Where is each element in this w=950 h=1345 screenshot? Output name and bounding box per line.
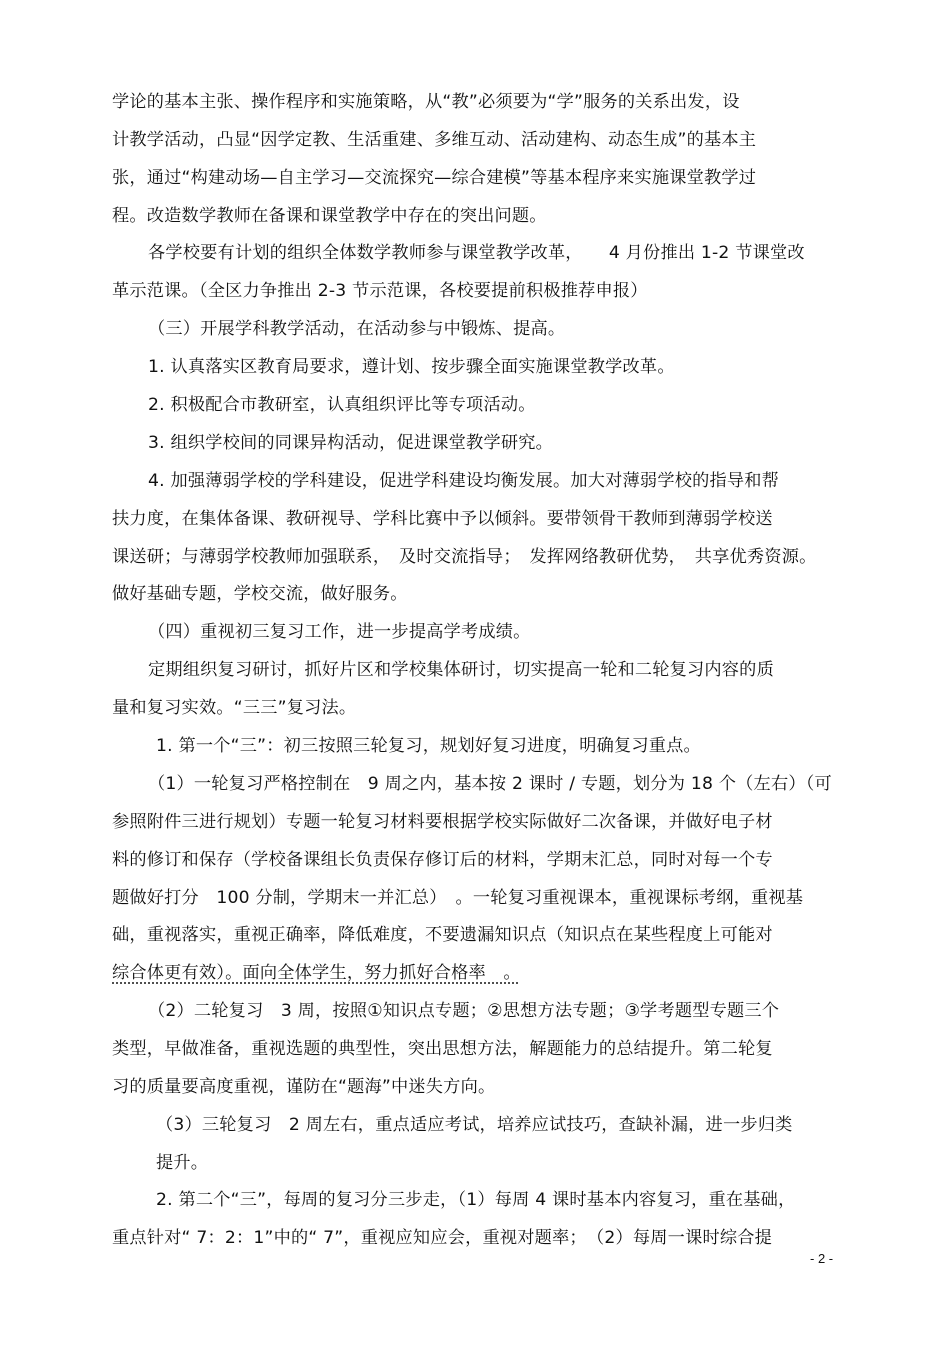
text-line: 类型，早做准备，重视选题的典型性，突出思想方法，解题能力的总结提升。第二轮复 [112, 1039, 773, 1059]
page-number: - 2 - [810, 1251, 834, 1266]
text-line: 习的质量要高度重视，谨防在“题海”中迷失方向。 [112, 1077, 496, 1097]
text-line: 各学校要有计划的组织全体数学教师参与课堂教学改革， 4 月份推出 1-2 节课堂改 [148, 243, 805, 263]
list-item: （1）一轮复习严格控制在 9 周之内，基本按 2 课时 / 专题，划分为 18 个（左右）（可 [148, 774, 832, 794]
text-line: 计教学活动，凸显“因学定教、生活重建、多维互动、活动建构、动态生成”的基本主 [112, 130, 757, 150]
text-line: 学论的基本主张、操作程序和实施策略，从“教”必须要为“学”服务的关系出发，设 [112, 92, 740, 112]
text-line: 做好基础专题，学校交流，做好服务。 [112, 584, 408, 604]
text-line: 题做好打分 100 分制，学期末一并汇总） 。一轮复习重视课本，重视课标考纲，重视基 [112, 888, 804, 908]
section-heading: （四）重视初三复习工作，进一步提高学考成绩。 [148, 622, 531, 642]
list-item: 3. 组织学校间的同课异构活动，促进课堂教学研究。 [148, 433, 553, 453]
section-heading: （三）开展学科教学活动，在活动参与中锻炼、提高。 [148, 319, 566, 339]
text-line: 重点针对“ 7：2：1”中的“ 7”，重视应知应会，重视对题率； （2）每周一课时综合提 [112, 1228, 773, 1248]
text-line: 张，通过“构建动场—自主学习—交流探究—综合建模”等基本程序来实施课堂教学过 [112, 168, 757, 188]
list-item: 2. 第二个“三”，每周的复习分三步走，（1）每周 4 课时基本内容复习，重在基础， [156, 1190, 796, 1210]
list-item: （3）三轮复习 2 周左右，重点适应考试，培养应试技巧，查缺补漏，进一步归类 [156, 1115, 793, 1135]
list-item: 1. 认真落实区教育局要求，遵计划、按步骤全面实施课堂教学改革。 [148, 357, 675, 377]
text-line: 程。改造数学教师在备课和课堂教学中存在的突出问题。 [112, 206, 547, 226]
text-line: 课送研；与薄弱学校教师加强联系， 及时交流指导； 发挥网络教研优势， 共享优秀资源。 [112, 547, 817, 567]
list-item: （2）二轮复习 3 周，按照①知识点专题；②思想方法专题；③学考题型专题三个 [148, 1001, 780, 1021]
text-line: 提升。 [156, 1153, 209, 1173]
text-line: 料的修订和保存（学校备课组长负责保存修订后的材料，学期末汇总，同时对每一个专 [112, 850, 773, 870]
text-line: 参照附件三进行规划）专题一轮复习材料要根据学校实际做好二次备课，并做好电子材 [112, 812, 773, 832]
list-item: 2. 积极配合市教研室，认真组织评比等专项活动。 [148, 395, 536, 415]
text-line: 综合体更有效）。面向全体学生，努力抓好合格率 。 [112, 963, 521, 983]
list-item: 4. 加强薄弱学校的学科建设，促进学科建设均衡发展。加大对薄弱学校的指导和帮 [148, 471, 780, 491]
text-line: 定期组织复习研讨，抓好片区和学校集体研讨，切实提高一轮和二轮复习内容的质 [148, 660, 774, 680]
text-line: 础，重视落实，重视正确率，降低难度，不要遗漏知识点（知识点在某些程度上可能对 [112, 925, 773, 945]
text-line: 革示范课。（全区力争推出 2-3 节示范课，各校要提前积极推荐申报） [112, 281, 648, 301]
text-line: 扶力度，在集体备课、教研视导、学科比赛中予以倾斜。要带领骨干教师到薄弱学校送 [112, 509, 773, 529]
list-item: 1. 第一个“三”：初三按照三轮复习，规划好复习进度，明确复习重点。 [156, 736, 701, 756]
text-line: 量和复习实效。“三三”复习法。 [112, 698, 357, 718]
